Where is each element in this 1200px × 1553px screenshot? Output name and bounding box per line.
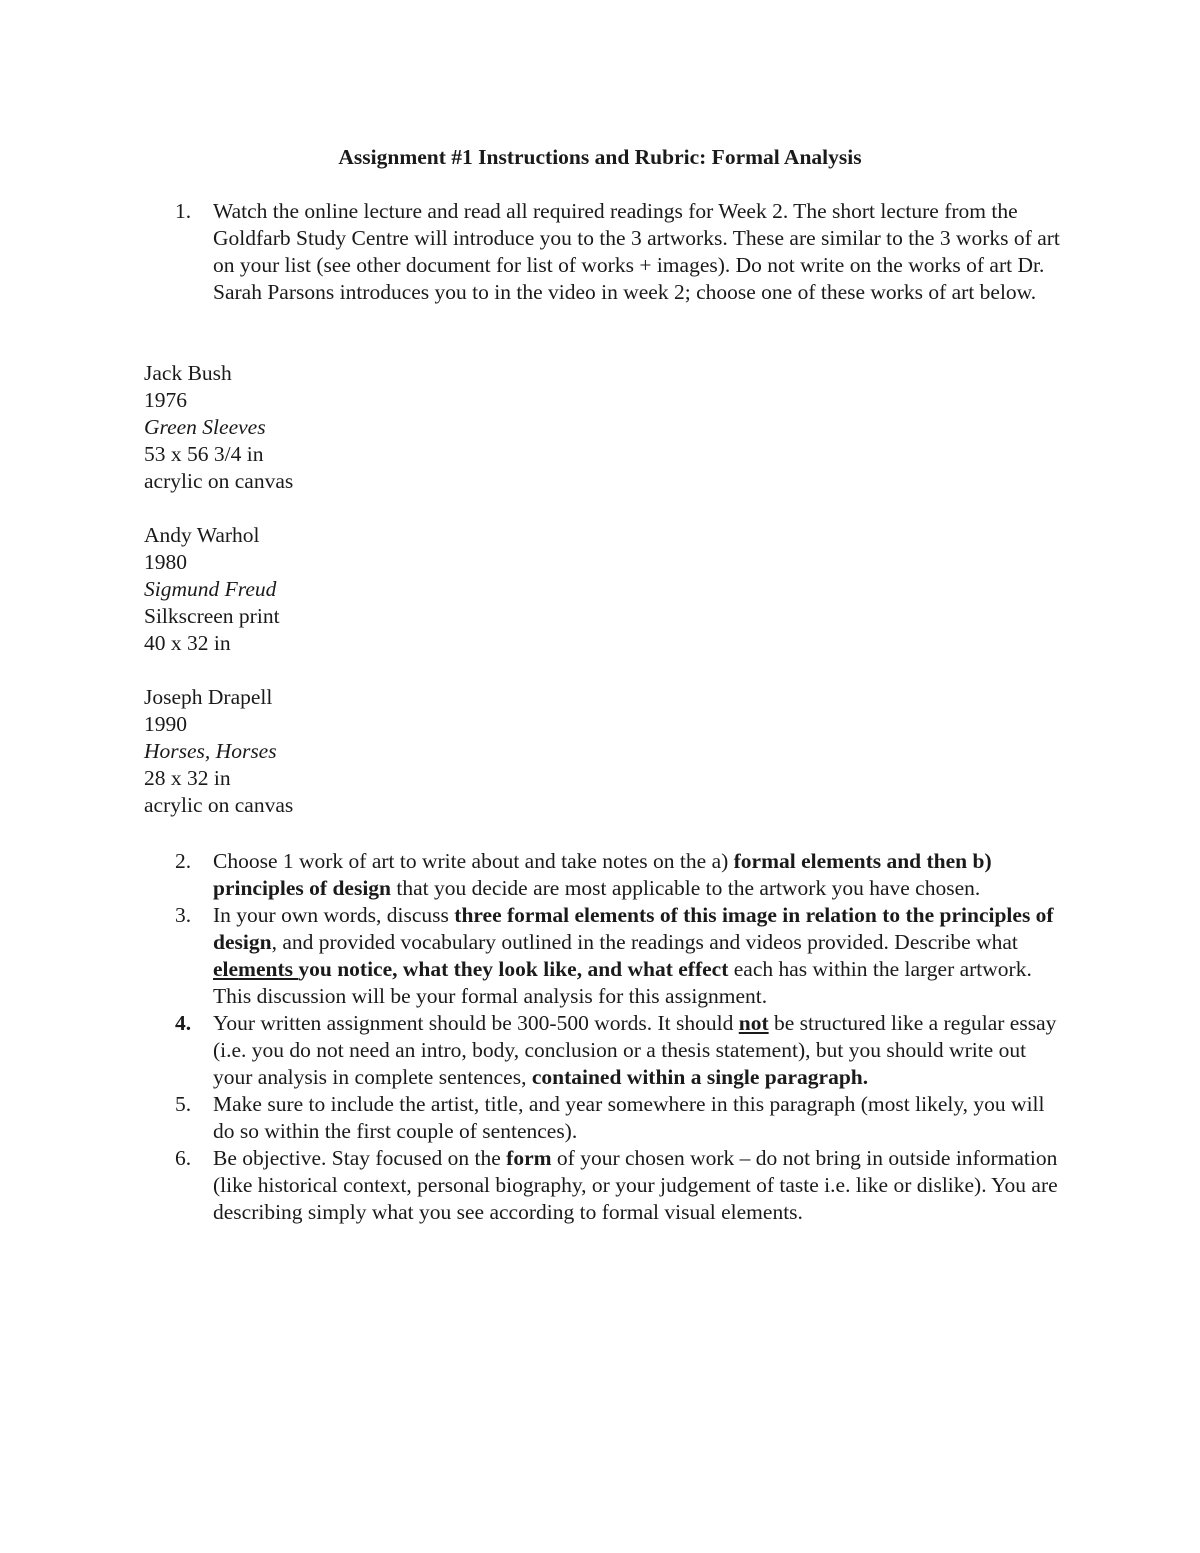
step-text: of your chosen work – do not bring in outside information (like historical context, personal biography, or your judgement of taste i.e. like or dislike). You are describing simply what you see according to formal visual elements. xyxy=(213,1146,1058,1224)
document-title: Assignment #1 Instructions and Rubric: Formal Analysis xyxy=(338,145,862,169)
step-number: 5. xyxy=(175,1092,192,1116)
artwork-entry xyxy=(144,684,744,819)
step-number: 1. xyxy=(175,199,192,223)
step-text: Make sure to include the artist, title, and year somewhere in this paragraph (most likely, you will do so within the first couple of sentences). xyxy=(213,1092,1045,1143)
instruction-step-1 xyxy=(144,198,1064,306)
instruction-step-4 xyxy=(144,1010,1064,1091)
step-emphasis: formal elements and then b) principles of design xyxy=(213,849,992,900)
step-text: Be objective. Stay focused on the xyxy=(213,1146,507,1170)
artwork-detail: acrylic on canvas xyxy=(144,469,294,493)
step-underline: elements xyxy=(213,957,299,981)
artwork-detail: 40 x 32 in xyxy=(144,631,231,655)
step-emphasis: form xyxy=(506,1146,552,1170)
step-emphasis: three formal elements of this image in relation to the principles of design xyxy=(213,903,1054,954)
artwork-year: 1990 xyxy=(144,712,187,736)
step-number: 4. xyxy=(175,1011,192,1035)
instruction-step-5 xyxy=(144,1091,1064,1145)
step-text: each has within the larger artwork. This discussion will be your formal analysis for this assignment. xyxy=(213,957,1032,1008)
step-number: 2. xyxy=(175,849,192,873)
step-emphasis: you notice, what they look like, and what effect xyxy=(298,957,729,981)
artwork-artist: Andy Warhol xyxy=(144,523,260,547)
artwork-entry xyxy=(144,360,744,495)
instruction-step-2 xyxy=(144,848,1064,902)
step-text: that you decide are most applicable to the artwork you have chosen. xyxy=(391,876,981,900)
step-underline: not xyxy=(738,1011,769,1035)
step-text: Watch the online lecture and read all required readings for Week 2. The short lecture from the Goldfarb Study Centre will introduce you to the 3 artworks. These are similar to the 3 works of art on your list (see other document for list of works + images). Do not write on the works of art Dr. Sarah Parsons introduces you to in the video in week 2; choose one of these works of art below. xyxy=(213,199,1060,304)
step-text: , and provided vocabulary outlined in the readings and videos provided. Describe what xyxy=(271,930,1018,954)
step-emphasis: contained within a single paragraph. xyxy=(531,1065,869,1089)
step-text: be structured like a regular essay (i.e. you do not need an intro, body, conclusion or a thesis statement), but you should write out your analysis in complete sentences, xyxy=(213,1011,1057,1089)
step-text: In your own words, discuss xyxy=(213,903,455,927)
artwork-year: 1976 xyxy=(144,388,187,412)
artwork-list xyxy=(144,360,744,846)
instruction-list-bottom xyxy=(144,848,1064,1226)
step-text: Your written assignment should be 300-500 words. It should xyxy=(213,1011,739,1035)
instruction-list-top xyxy=(144,198,1064,306)
step-text: Choose 1 work of art to write about and take notes on the a) xyxy=(213,849,734,873)
instruction-step-3 xyxy=(144,902,1064,1010)
artwork-detail: acrylic on canvas xyxy=(144,793,294,817)
artwork-artist: Joseph Drapell xyxy=(144,685,273,709)
artwork-title: Horses, Horses xyxy=(144,739,277,763)
step-number: 6. xyxy=(175,1146,192,1170)
artwork-entry xyxy=(144,522,744,657)
instruction-step-6 xyxy=(144,1145,1064,1226)
artwork-year: 1980 xyxy=(144,550,187,574)
step-number: 3. xyxy=(175,903,192,927)
artwork-detail: Silkscreen print xyxy=(144,604,280,628)
artwork-artist: Jack Bush xyxy=(144,361,232,385)
artwork-detail: 53 x 56 3/4 in xyxy=(144,442,264,466)
artwork-title: Sigmund Freud xyxy=(144,577,277,601)
artwork-title: Green Sleeves xyxy=(144,415,266,439)
artwork-detail: 28 x 32 in xyxy=(144,766,231,790)
